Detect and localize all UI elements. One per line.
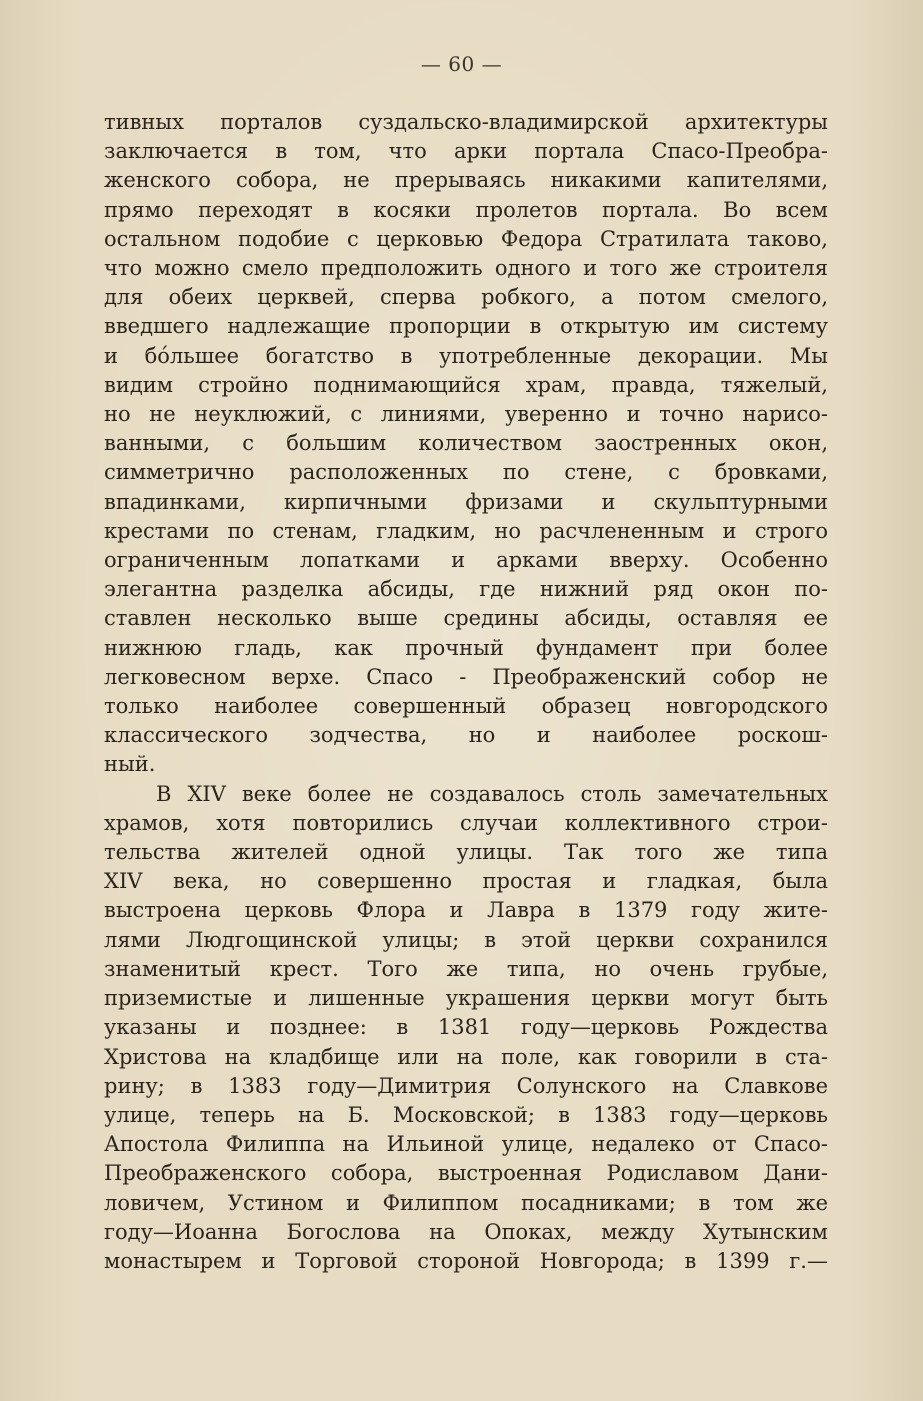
text-line: Преображенского собора, выстроенная Родиславом Дани-	[104, 1161, 828, 1186]
text-line: для обеих церквей, сперва робкого, а потом смелого,	[104, 285, 828, 310]
text-line: ограниченным лопатками и арками вверху. Особенно	[104, 548, 828, 573]
text-line: В XIV веке более не создавалось столь замечательных	[156, 781, 828, 806]
text-line: впадинками, кирпичными фризами и скульптурными	[104, 489, 828, 514]
text-line: рину; в 1383 году—Димитрия Солунского на Славкове	[104, 1073, 828, 1098]
text-line: что можно смело предположить одного и того же строителя	[104, 256, 828, 281]
text-line: женского собора, не прерываясь никакими капителями,	[104, 168, 828, 193]
text-line: лями Людгощинской улицы; в этой церкви сохранился	[104, 927, 828, 952]
text-line: и бо́льшее богатство в употребленные декорации. Мы	[104, 343, 828, 368]
text-line: ловичем, Устином и Филиппом посадниками; в том же	[104, 1190, 828, 1215]
text-line: улице, теперь на Б. Московской; в 1383 году—церковь	[104, 1102, 828, 1127]
text-line: указаны и позднее: в 1381 году—церковь Рождества	[104, 1015, 828, 1040]
text-line: приземистые и лишенные украшения церкви могут быть	[104, 986, 828, 1011]
text-line: знаменитый крест. Того же типа, но очень грубые,	[104, 956, 828, 981]
text-line: введшего надлежащие пропорции в открытую им систему	[104, 314, 828, 339]
body-text	[104, 108, 828, 1276]
text-line: году—Иоанна Богослова на Опоках, между Хутынским	[104, 1219, 828, 1244]
text-line: Христова на кладбище или на поле, как говорили в ста-	[104, 1044, 828, 1069]
page-number: — 60 —	[420, 52, 503, 76]
text-line: ванными, с большим количеством заостренных окон,	[104, 431, 828, 456]
text-line: монастырем и Торговой стороной Новгорода; в 1399 г.—	[104, 1248, 828, 1273]
text-line: но не неуклюжий, с линиями, уверенно и точно нарисо-	[104, 402, 828, 427]
text-line: крестами по стенам, гладким, но расчлененным и строго	[104, 518, 828, 543]
text-line: тивных порталов суздальско-владимирской архитектуры	[104, 110, 828, 134]
text-line: элегантна разделка абсиды, где нижний ряд окон по-	[104, 577, 828, 602]
text-line: ный.	[104, 752, 156, 777]
text-line: храмов, хотя повторились случаи коллективного строи-	[104, 810, 828, 835]
text-line: симметрично расположенных по стене, с бровками,	[104, 460, 828, 485]
text-line: остальном подобие с церковью Федора Стратилата таково,	[104, 226, 828, 251]
text-line: тельства жителей одной улицы. Так того же типа	[104, 840, 828, 865]
text-line: видим стройно поднимающийся храм, правда, тяжелый,	[104, 372, 828, 397]
text-line: XIV века, но совершенно простая и гладкая, была	[104, 869, 828, 894]
text-line: только наиболее совершенный образец новгородского	[104, 694, 828, 719]
text-line: классического зодчества, но и наиболее роскош-	[104, 723, 828, 748]
text-line: выстроена церковь Флора и Лавра в 1379 году жите-	[104, 898, 828, 923]
text-line: заключается в том, что арки портала Спасо-Преобра-	[104, 139, 828, 164]
text-line: прямо переходят в косяки пролетов портала. Во всем	[104, 197, 828, 222]
text-line: легковесном верхе. Спасо - Преображенский собор не	[104, 664, 828, 689]
text-line: Апостола Филиппа на Ильиной улице, недалеко от Спасо-	[104, 1132, 828, 1157]
text-line: ставлен несколько выше средины абсиды, оставляя ее	[104, 606, 828, 631]
text-line: нижнюю гладь, как прочный фундамент при более	[104, 635, 828, 660]
